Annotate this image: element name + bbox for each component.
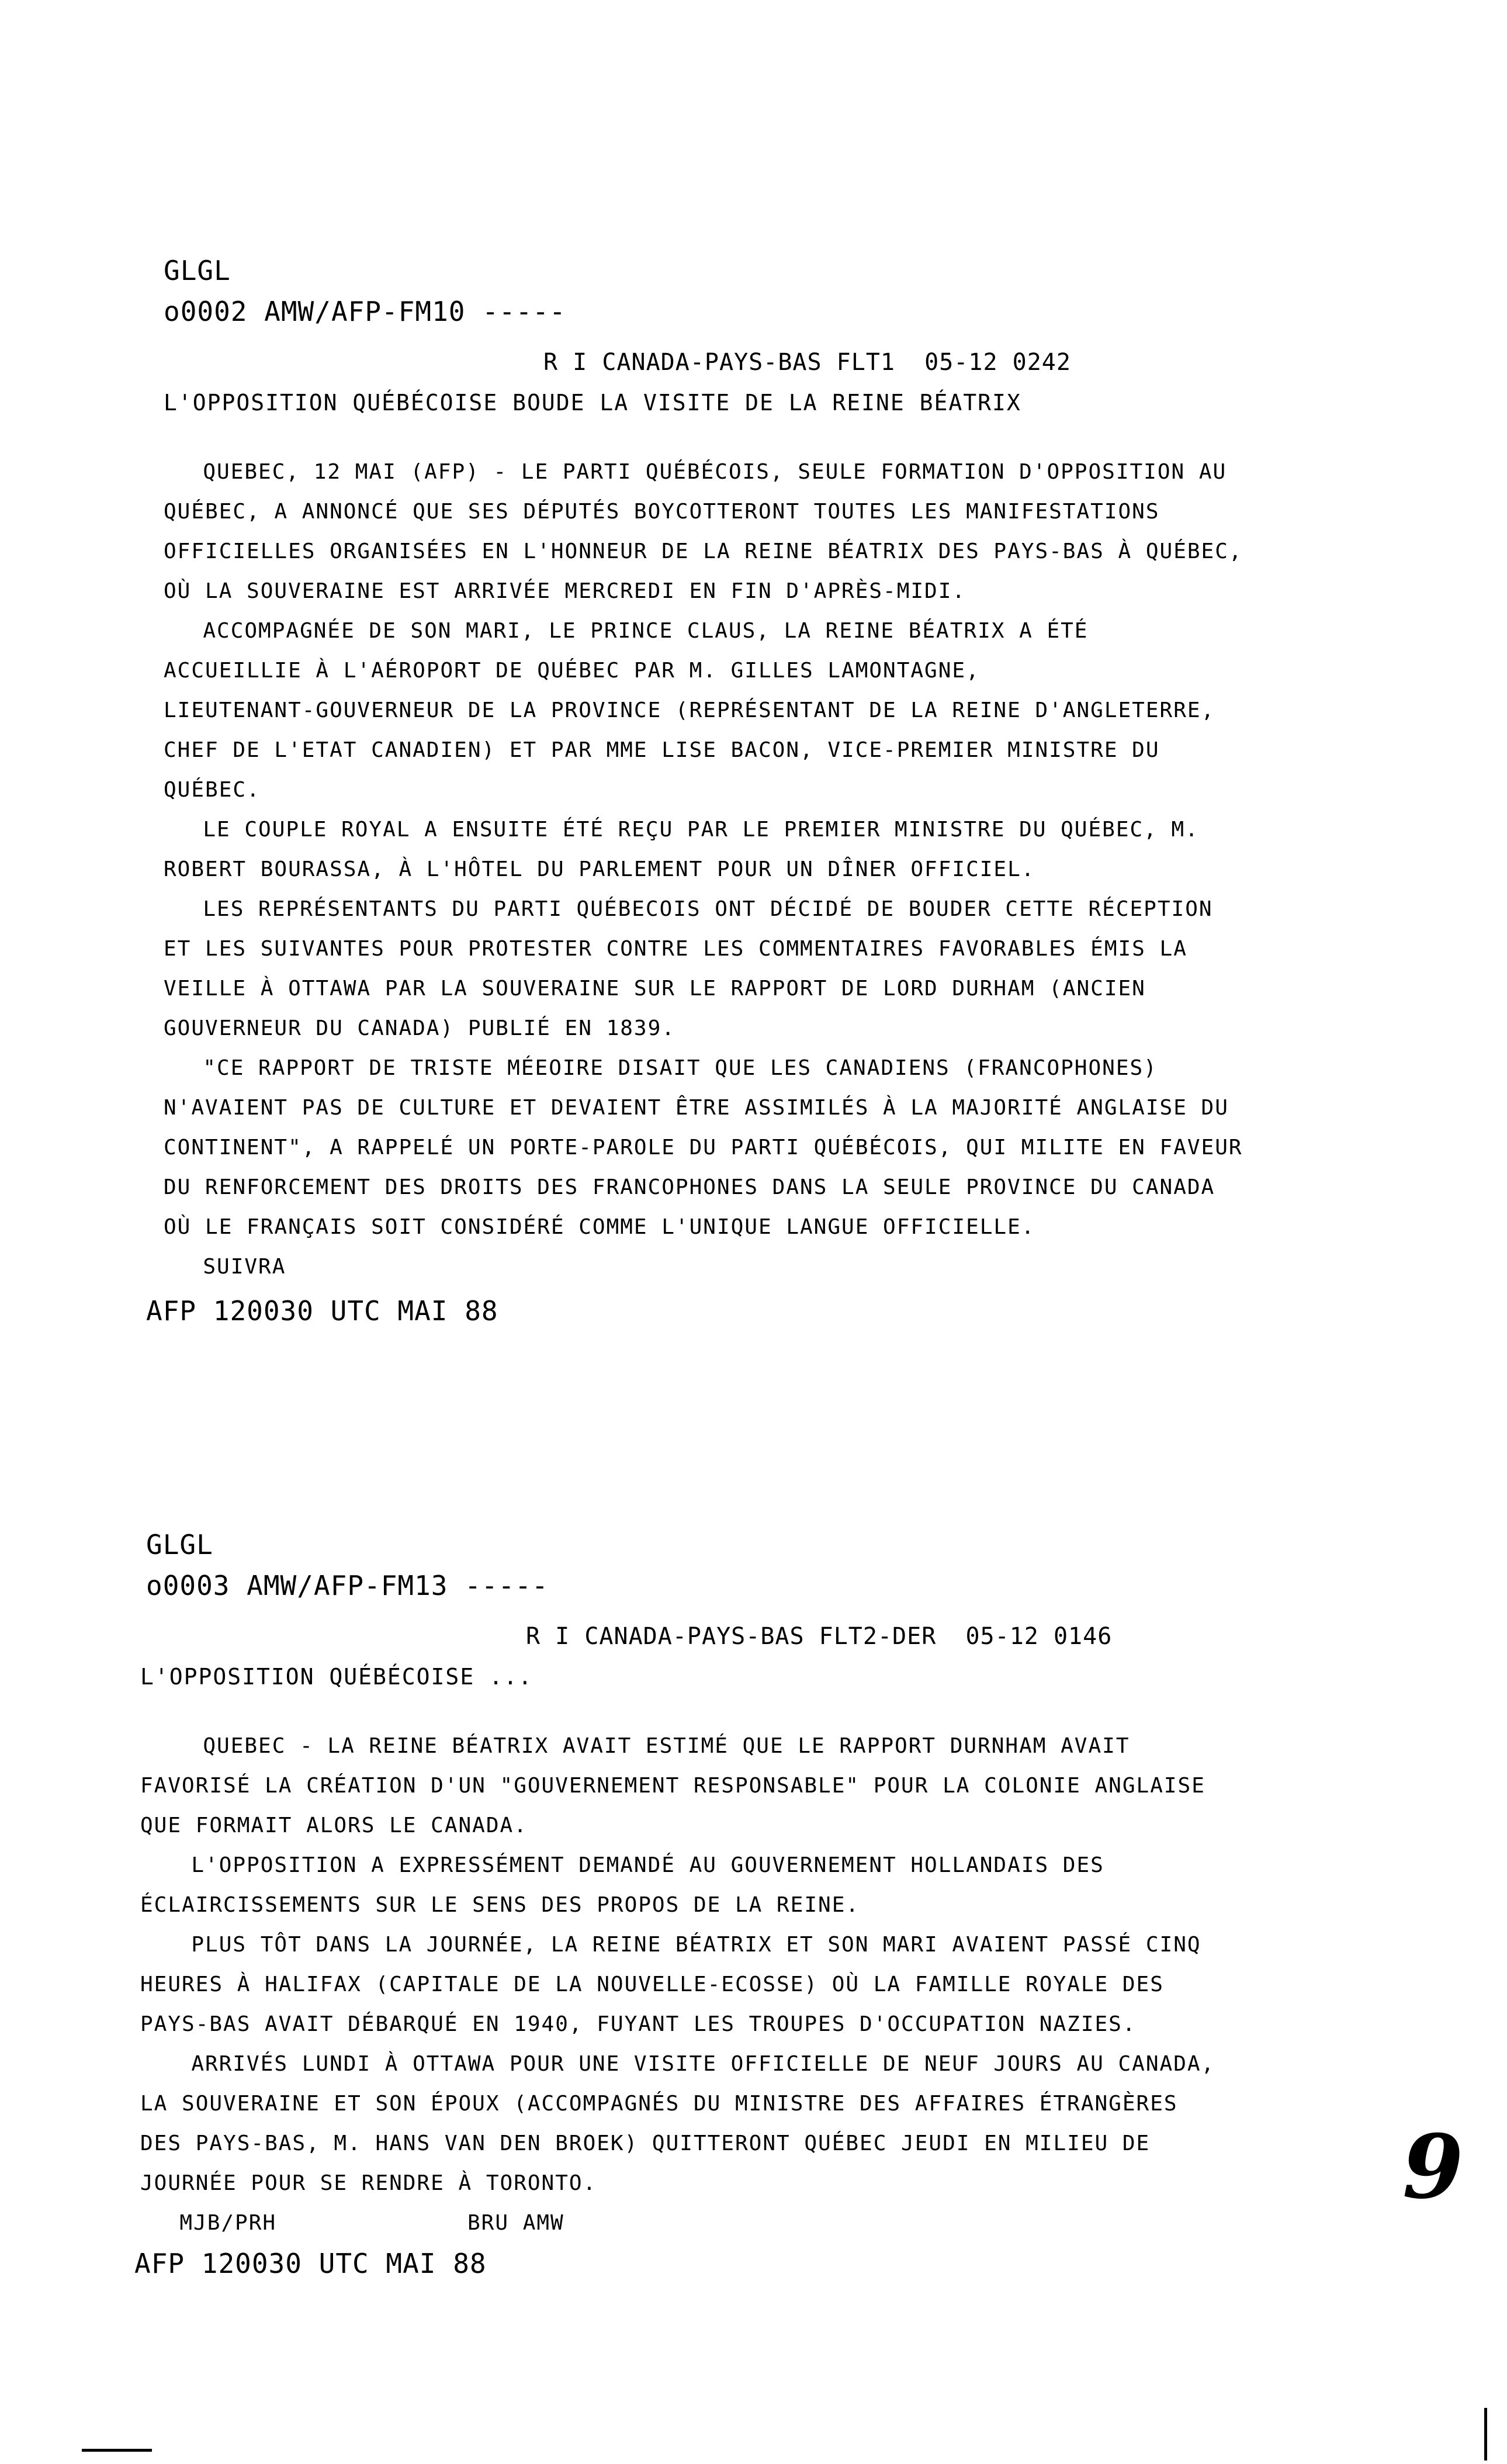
dispatch2-line: LA SOUVERAINE ET SON ÉPOUX (ACCOMPAGNÉS DU MINISTRE DES AFFAIRES ÉTRANGÈRES [140, 2092, 1178, 2116]
dispatch2-ref: o0003 AMW/AFP-FM13 ----- [146, 1570, 549, 1601]
dispatch2-line: JOURNÉE POUR SE RENDRE À TORONTO. [140, 2171, 597, 2195]
dispatch1-slug: R I CANADA-PAYS-BAS FLT1 05-12 0242 [543, 349, 1071, 376]
dispatch2-line: QUE FORMAIT ALORS LE CANADA. [140, 1814, 528, 1837]
bottom-rule [82, 2449, 152, 2452]
dispatch2-line: L'OPPOSITION A EXPRESSÉMENT DEMANDÉ AU GOUVERNEMENT HOLLANDAIS DES [164, 1853, 1104, 1877]
dispatch2-line: QUEBEC - LA REINE BÉATRIX AVAIT ESTIMÉ QUE LE RAPPORT DURNHAM AVAIT [175, 1734, 1130, 1758]
dispatch1-line: ET LES SUIVANTES POUR PROTESTER CONTRE LES COMMENTAIRES FAVORABLES ÉMIS LA [164, 937, 1187, 961]
dispatch1-footer: AFP 120030 UTC MAI 88 [146, 1295, 498, 1327]
dispatch2-line: PLUS TÔT DANS LA JOURNÉE, LA REINE BÉATRIX ET SON MARI AVAIENT PASSÉ CINQ [164, 1933, 1201, 1957]
dispatch2-signoff-right: BRU AMW [467, 2211, 564, 2235]
dispatch1-line: OÙ LA SOUVERAINE EST ARRIVÉE MERCREDI EN FIN D'APRÈS-MIDI. [164, 579, 966, 603]
dispatch2-slug: R I CANADA-PAYS-BAS FLT2-DER 05-12 0146 [526, 1623, 1113, 1650]
dispatch1-line: ROBERT BOURASSA, À L'HÔTEL DU PARLEMENT POUR UN DÎNER OFFICIEL. [164, 857, 1035, 881]
dispatch2-line: HEURES À HALIFAX (CAPITALE DE LA NOUVELLE-ECOSSE) OÙ LA FAMILLE ROYALE DES [140, 1972, 1164, 1996]
dispatch1-line: SUIVRA [175, 1255, 286, 1279]
dispatch2-signoff-left: MJB/PRH [152, 2211, 277, 2235]
dispatch1-line: LIEUTENANT-GOUVERNEUR DE LA PROVINCE (REPRÉSENTANT DE LA REINE D'ANGLETERRE, [164, 698, 1215, 722]
dispatch1-line: N'AVAIENT PAS DE CULTURE ET DEVAIENT ÊTRE ASSIMILÉS À LA MAJORITÉ ANGLAISE DU [164, 1096, 1229, 1120]
dispatch1-line: ACCUEILLIE À L'AÉROPORT DE QUÉBEC PAR M. GILLES LAMONTAGNE, [164, 659, 980, 683]
dispatch1-headline: L'OPPOSITION QUÉBÉCOISE BOUDE LA VISITE DE LA REINE BÉATRIX [164, 390, 1021, 416]
dispatch1-line: GOUVERNEUR DU CANADA) PUBLIÉ EN 1839. [164, 1016, 675, 1040]
dispatch1-line: ACCOMPAGNÉE DE SON MARI, LE PRINCE CLAUS, LA REINE BÉATRIX A ÉTÉ [175, 619, 1089, 643]
dispatch1-line: DU RENFORCEMENT DES DROITS DES FRANCOPHONES DANS LA SEULE PROVINCE DU CANADA [164, 1175, 1215, 1199]
right-edge-mark [1484, 2408, 1487, 2460]
dispatch1-ref: o0002 AMW/AFP-FM10 ----- [164, 296, 566, 327]
dispatch1-line: LES REPRÉSENTANTS DU PARTI QUÉBECOIS ONT DÉCIDÉ DE BOUDER CETTE RÉCEPTION [175, 897, 1213, 921]
dispatch1-line: QUEBEC, 12 MAI (AFP) - LE PARTI QUÉBÉCOIS, SEULE FORMATION D'OPPOSITION AU [175, 460, 1227, 484]
dispatch1-line: CHEF DE L'ETAT CANADIEN) ET PAR MME LISE BACON, VICE-PREMIER MINISTRE DU [164, 738, 1160, 762]
dispatch2-line: FAVORISÉ LA CRÉATION D'UN "GOUVERNEMENT RESPONSABLE" POUR LA COLONIE ANGLAISE [140, 1774, 1205, 1798]
dispatch1-code: GLGL [164, 255, 231, 286]
dispatch1-line: CONTINENT", A RAPPELÉ UN PORTE-PAROLE DU PARTI QUÉBÉCOIS, QUI MILITE EN FAVEUR [164, 1136, 1243, 1160]
dispatch2-code: GLGL [146, 1529, 213, 1560]
dispatch1-line: QUÉBEC. [164, 778, 261, 802]
dispatch1-line: OFFICIELLES ORGANISÉES EN L'HONNEUR DE LA REINE BÉATRIX DES PAYS-BAS À QUÉBEC, [164, 539, 1243, 563]
dispatch1-line: OÙ LE FRANÇAIS SOIT CONSIDÉRÉ COMME L'UNIQUE LANGUE OFFICIELLE. [164, 1215, 1035, 1239]
page-number: 9 [1402, 2116, 1464, 2219]
dispatch1-line: LE COUPLE ROYAL A ENSUITE ÉTÉ REÇU PAR LE PREMIER MINISTRE DU QUÉBEC, M. [175, 818, 1199, 842]
dispatch2-line: ARRIVÉS LUNDI À OTTAWA POUR UNE VISITE OFFICIELLE DE NEUF JOURS AU CANADA, [164, 2052, 1215, 2076]
dispatch1-line: "CE RAPPORT DE TRISTE MÉEOIRE DISAIT QUE LES CANADIENS (FRANCOPHONES) [175, 1056, 1158, 1080]
dispatch2-headline: L'OPPOSITION QUÉBÉCOISE ... [140, 1664, 533, 1690]
dispatch1-line: QUÉBEC, A ANNONCÉ QUE SES DÉPUTÉS BOYCOTTERONT TOUTES LES MANIFESTATIONS [164, 500, 1160, 524]
dispatch2-line: DES PAYS-BAS, M. HANS VAN DEN BROEK) QUITTERONT QUÉBEC JEUDI EN MILIEU DE [140, 2131, 1151, 2155]
dispatch1-line: VEILLE À OTTAWA PAR LA SOUVERAINE SUR LE RAPPORT DE LORD DURHAM (ANCIEN [164, 977, 1146, 1001]
dispatch2-line: PAYS-BAS AVAIT DÉBARQUÉ EN 1940, FUYANT LES TROUPES D'OCCUPATION NAZIES. [140, 2012, 1137, 2036]
dispatch2-footer: AFP 120030 UTC MAI 88 [134, 2248, 487, 2279]
dispatch2-line: ÉCLAIRCISSEMENTS SUR LE SENS DES PROPOS DE LA REINE. [140, 1893, 860, 1917]
